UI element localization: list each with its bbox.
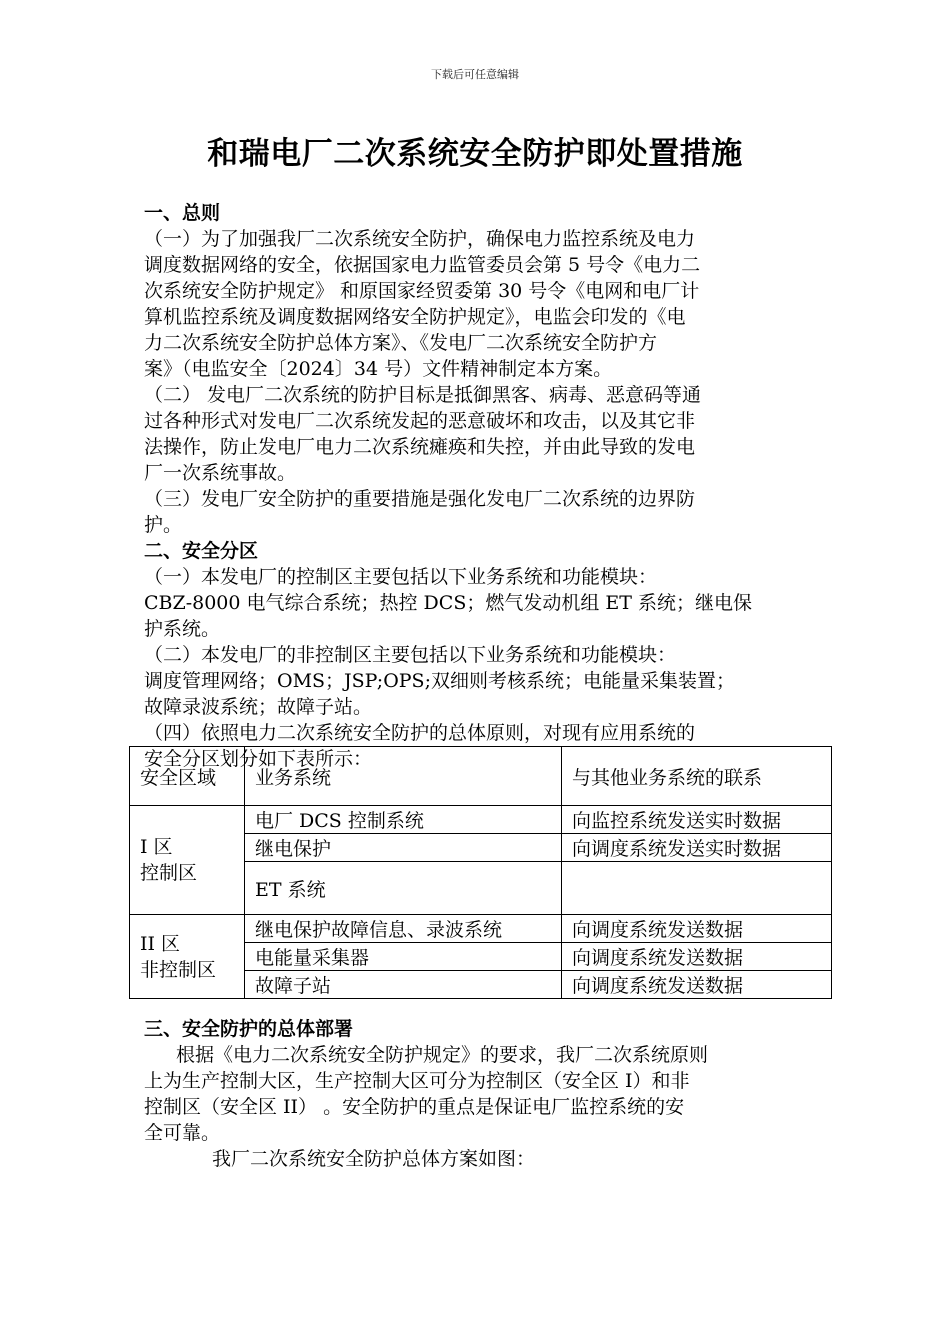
paragraph-line: （二） 发电厂二次系统的防护目标是抵御黑客、病毒、恶意码等通	[144, 384, 702, 406]
zone-label: 非控制区	[140, 958, 217, 981]
table-cell: 电厂 DCS 控制系统	[245, 806, 562, 834]
zone-label: 控制区	[140, 862, 198, 884]
paragraph-line: （三）发电厂安全防护的重要措施是强化发电厂二次系统的边界防	[144, 488, 696, 510]
zone-label: II 区	[140, 932, 181, 955]
paragraph-line: 算机监控系统及调度数据网络安全防护规定》，电监会印发的《电	[144, 306, 686, 328]
table-cell: 向调度系统发送实时数据	[562, 834, 832, 862]
section-1-2-body	[144, 200, 809, 772]
security-zone-table	[129, 746, 832, 999]
paragraph-line: 次系统安全防护规定》 和原国家经贸委第 30 号令《电网和电厂计	[144, 280, 700, 302]
table-cell: 向监控系统发送实时数据	[562, 806, 832, 834]
table-cell	[562, 862, 832, 915]
paragraph-line: （二）本发电厂的非控制区主要包括以下业务系统和功能模块：	[144, 644, 677, 666]
paragraph-line: 上为生产控制大区，生产控制大区可分为控制区（安全区 I）和非	[144, 1070, 690, 1092]
section-3-heading: 三、安全防护的总体部署	[144, 1018, 354, 1040]
paragraph-line: 厂一次系统事故。	[144, 462, 297, 484]
paragraph-line: 护系统。	[144, 618, 221, 640]
table-cell: 向调度系统发送数据	[562, 915, 832, 943]
paragraph-line: 故障录波系统；故障子站。	[144, 696, 373, 718]
table-cell: 继电保护	[245, 834, 562, 862]
table-cell: 继电保护故障信息、录波系统	[245, 915, 562, 943]
table-cell: 电能量采集器	[245, 943, 562, 971]
header-note: 下载后可任意编辑	[431, 68, 519, 81]
paragraph-line: 调度数据网络的安全，依据国家电力监管委员会第 5 号令《电力二	[144, 254, 701, 276]
paragraph-line: 调度管理网络；OMS；JSP;OPS;双细则考核系统；电能量采集装置；	[144, 670, 735, 692]
section-3-body	[144, 1016, 809, 1172]
table-cell: ET 系统	[245, 862, 562, 915]
document-title: 和瑞电厂二次系统安全防护即处置措施	[207, 136, 743, 172]
table-header-cell: 安全区域	[130, 747, 245, 806]
table-cell: 故障子站	[245, 971, 562, 999]
paragraph-line: 案》（电监安全〔2024〕34 号）文件精神制定本方案。	[144, 358, 613, 380]
paragraph-line: 过各种形式对发电厂二次系统发起的恶意破坏和攻击，以及其它非	[144, 410, 696, 432]
paragraph-line: 力二次系统安全防护总体方案》、《发电厂二次系统安全防护方	[144, 332, 658, 354]
table-row	[130, 806, 832, 834]
paragraph-line: 根据《电力二次系统安全防护规定》的要求，我厂二次系统原则	[176, 1044, 709, 1066]
zone-cell-noncontrol	[130, 915, 245, 999]
table-header-cell: 与其他业务系统的联系	[562, 747, 832, 806]
table-row	[130, 915, 832, 943]
zone-cell-control	[130, 806, 245, 915]
paragraph-line: CBZ-8000 电气综合系统；热控 DCS；燃气发动机组 ET 系统；继电保	[144, 592, 752, 614]
section-1-heading: 一、总则	[144, 202, 221, 224]
paragraph-line: （一）为了加强我厂二次系统安全防护，确保电力监控系统及电力	[144, 228, 696, 250]
zone-label: I 区	[140, 836, 173, 858]
paragraph-line: 全可靠。	[144, 1122, 221, 1144]
paragraph-line: （四）依照电力二次系统安全防护的总体原则，对现有应用系统的	[144, 722, 696, 744]
table-cell: 向调度系统发送数据	[562, 971, 832, 999]
table-cell: 向调度系统发送数据	[562, 943, 832, 971]
paragraph-line: 控制区（安全区 II） 。安全防护的重点是保证电厂监控系统的安	[144, 1096, 685, 1118]
paragraph-line: 护。	[144, 514, 183, 536]
paragraph-line: 法操作，防止发电厂电力二次系统瘫痪和失控，并由此导致的发电	[144, 436, 696, 458]
table-header-cell: 业务系统	[245, 747, 562, 806]
table-header-row	[130, 747, 832, 806]
paragraph-line: 我厂二次系统安全防护总体方案如图：	[212, 1148, 536, 1170]
section-2-heading: 二、安全分区	[144, 540, 259, 562]
paragraph-line: （一）本发电厂的控制区主要包括以下业务系统和功能模块：	[144, 566, 658, 588]
paragraph-line: 安全分区划分如下表所示：	[144, 748, 373, 770]
